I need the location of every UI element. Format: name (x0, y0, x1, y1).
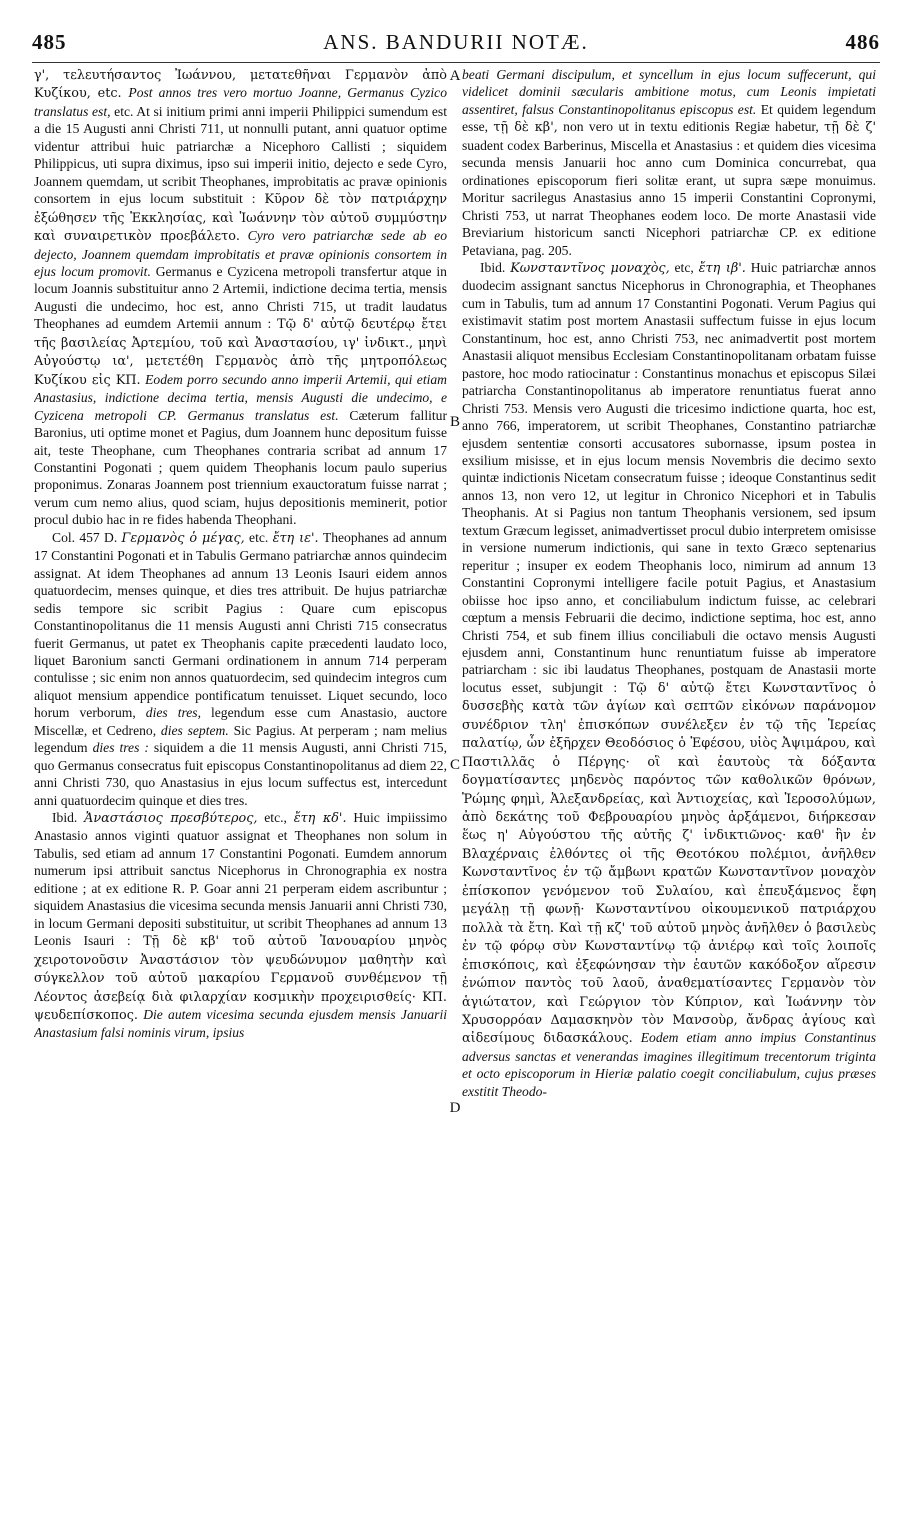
section-marker-c: C (449, 757, 460, 773)
text-run: Huic patriarchæ annos duodecim assignant sanctus Nicephorus in Chronographia, et Theophanes cum in Tabulis, tum ad annum 17 Constantini Pogonati. Verum Pagius qui existimavit statim post mortem Anastasii suffectum fuisse in ejus locum Constantinum, hoc est, anno Christi 753, nec animadvertit post mortem Anastasii aliquot mensibus Ecclesiam Constantinopolitanam orbatam fuisse pastore, hoc modo ratiocinatur : Constantinus monachus et episcopus Silæi patriarcha Constantinopolitanus ab imperatore renuntiatus fuerat anno Christi 753. Mensis vero Augusti die tricesimo indictione quarta, hoc est, anno 766, imperatorem, ut scribit Theophanes, Constantino patriarchæ ejusdem sententiæ consorti accusatores subornasse, ipsum postea in exsilium misisse, et in ejus locum mensis Novembris die decimo sexto quintæ indictionis Nicetam consecratum fuisse ; ideoque Constantinus sedit annos 13, non vero 12, ut legitur in Chronico Nicephori et in Tabulis Theophanis. At si Pagius non tantum Theophanis versionem, sed ipsum textum Græcum legisset, animadvertisset procul dubio interpretem omisisse in versione numerum indictionis, qui sane in texto Græco septenarius reperitur ; insuper ex eodem Theophanis loco, nimirum ad annum 13 Constantini Copronymi intelligere facile potuit Pagius, et Anastasium obiisse hoc ipso anno, et conciliabulum indictum fuisse, ac celebrari cœptum a mensis Februarii die decimo, indictione septima, hoc est, anno Christi 754, et sub finem illius conciliabuli die octavo mensis Augusti ejusdem anni, Constantinum hunc renuntiatum fuisse ab imperatore patriarcham : sic ibi laudatus Theophanes, postquam de Anastasii morte locutus esset, subjungit : (462, 259, 876, 695)
text-run: Γερμανὸς ὁ μέγας, (121, 530, 245, 546)
text-run: Eodem porro secundo anno imperii Artemii, qui etiam Anastasius, indictione decima tertia, mensis Augusti die undecimo, e Cyzicena metropoli CP. Germanus translatus est. (34, 371, 447, 423)
text-run: Κωνσταντῖνος μοναχὸς, (510, 260, 670, 276)
text-run: ἔτη ιβ'. (698, 260, 746, 276)
paragraph (34, 66, 447, 529)
header-rule (32, 62, 880, 63)
text-run: legendum esse cum Anastasio, auctore Miscellæ, et Cedreno, (34, 705, 447, 738)
text-run: etc, (669, 259, 699, 275)
text-run: Ibid. (52, 810, 85, 826)
page-number-left: 485 (32, 30, 67, 54)
text-run: τῇ δὲ ζ' (824, 120, 876, 136)
running-head (32, 30, 880, 58)
text-run: non vero ut in textu editionis Regiæ habetur, (557, 119, 825, 135)
text-run: ἔτη κδ'. (293, 811, 347, 827)
text-run: γ', τελευτήσαντος Ἰωάννου, μετατεθῆναι Γερμανὸν ἀπὸ Κυζίκου, etc. (34, 68, 447, 102)
text-run: etc., (257, 810, 294, 826)
text-run: dies tres : (92, 740, 149, 756)
text-run: etc. (244, 529, 273, 545)
paragraph (34, 809, 447, 1042)
text-run: Cyro vero patriarchæ sede ab eo dejecto, Joannem quemdam improbitatis et pravæ opinionis consortem in ejus locum promovit. (34, 228, 447, 279)
section-marker-a: A (449, 68, 461, 84)
text-run: Col. 457 D. (52, 529, 122, 545)
left-column (34, 66, 447, 1521)
text-run: Sic Pagius. At perperam ; nam melius legendum (34, 722, 447, 756)
text-run: ἔτη ιε'. (272, 530, 319, 546)
text-run: suadent codex Barberinus, Miscella et Anastasius : et quidem dies vicesima secunda mensis Januarii hoc anno cum Dominica concurrebat, qua ordinationes episcoporum fieri solitæ erant, ut supra sæpe monuimus. Moritur sacrilegus Anastasius anno 15 imperii Constantini Copronymi, Christi 753, ut narrat Theophanes eodem loco. De morte Anastasii vide Breviarium historicum sancti Nicephori patriarchæ CP. ex editione Petaviana, pag. 205. (462, 137, 876, 258)
text-run: Germanus e Cyzicena metropoli transfertur atque in locum Joannis substituitur anno 2 Artemii, indictione decima tertia, mensis Augusti die undecimo, hoc est, anno Christi 715, ut tradit laudatus Theophanes ad eumdem Artemii annum : (34, 263, 447, 332)
text-run: Et quidem legendum esse, (462, 101, 876, 135)
text-run: τῇ δὲ κβ', (493, 120, 558, 136)
paragraph (34, 529, 447, 809)
text-run: etc. At si initium primi anni imperii Philippici sumendum est a die 15 Augusti anni Christi 711, ut nonnulli putant, anni quatuor optime videntur attribui huic patriarchæ a Nicephoro Callisti ; siquidem Philippicus, uti supra diximus, ipso sui imperii initio, dejecto e sede Cyro, Joannem quemdam, ut scribit Theophanes, improbitatis ac pravæ opinionis consortem in ejus locum substituit : (34, 103, 447, 207)
text-run: Huic impiissimo Anastasio annos viginti quatuor assignat et Theophanes non solum in Tabulis, sed etiam ad annum 17 Constantini Pogonati. Eumdem annorum numerum ipsi attribuit sanctus Nicephorus in Chronographia ex nostra editione ; at ex editione R. P. Goar anni 21 perperam eidem ascribuntur ; siquidem Anastasius die vicesima secunda mensis Januarii anni Christi 730, in locum Germani depositi substituitur, ut scribit Theophanes ad annum 13 Leonis Isauri : (34, 810, 447, 949)
right-column (462, 66, 876, 1521)
text-run: Κῦρον δὲ τὸν πατριάρχην ἐξώθησεν τῆς Ἐκκλησίας, καὶ Ἰωάννην τὸν αὐτοῦ συμμύστην καὶ συναιρετικὸν προεβάλετο. (34, 192, 447, 245)
text-run: Ibid. (480, 259, 511, 275)
section-marker-d: D (449, 1100, 461, 1116)
text-run: Τῷ δ' αὐτῷ ἔτει Κωνσταντῖνος ὁ δυσσεβὴς κατὰ τῶν ἁγίων καὶ σεπτῶν εἰκόνων παράνομον συνέδριον τλη' ἐπισκόπων συνέλεξεν ἐν τῷ τῆς Ἱερείας παλατίῳ, ὧν ἐξῆρχεν Θεοδόσιος ὁ Ἐφέσου, υἱὸς Ἀψιμάρου, καὶ Παστιλλᾶς ὁ Πέργης· οἳ καὶ ἑαυτοὺς τὰ δόξαντα δογματίσαντες μηδενὸς παρόντος τῶν καθολικῶν θρόνων, Ῥώμης φημὶ, Ἀλεξανδρείας, καὶ Ἀντιοχείας, καὶ Ἱεροσολύμων, ἀπὸ δεκάτης τοῦ Φεβρουαρίου μηνὸς ἀρξάμενοι, διήρκεσαν ἕως η' Αὐγούστου τῆς αὐτῆς ζ' ἰνδικτιῶνος· καθ' ἣν ἐν Βλαχέρναις ἐλθόντες οἱ τῆς Θεοτόκου πολέμιοι, ἀνῆλθεν Κωνσταντῖνος ἐν τῷ ἄμβωνι κρατῶν Κωνσταντῖνον μοναχὸν ἐπίσκοπον γενόμενον τοῦ Συλαίου, καὶ ἐπευξάμενος ἔφη μεγάλῃ τῇ φωνῇ· Κωνσταντίνου οἰκουμενικοῦ πατριάρχου πολλὰ τὰ ἔτη. Καὶ τῇ κζ' τοῦ αὐτοῦ μηνὸς ἀνῆλθεν ὁ βασιλεὺς ἐν τῷ φόρῳ σὺν Κωνσταντίνῳ τῷ ἀνιέρῳ καὶ τοῖς λοιποῖς ἐπισκόποις, καὶ ἐξεφώνησαν τὴν ἑαυτῶν κακόδοξον αἵρεσιν ἐνώπιον παντὸς τοῦ λαοῦ, ἀναθεματίσαντες Γερμανὸν τὸν ἁγιώτατον, καὶ Γεώργιον τὸν Κύπριον, καὶ Ἰωάννην τὸν Χρυσορρόαν Δαμασκηνὸν τὸν Μανσοὺρ, ἄνδρας ἁγίους καὶ αἰδεσίμους διδασκάλους. (462, 680, 876, 1047)
text-run: Theophanes ad annum 17 Constantini Pogonati et in Tabulis Germano patriarchæ annos quindecim assignat. At idem Theophanes ad annum 13 Leonis Isauri eidem annos quatuordecim, menses quinque, et dies tres attribuit. De hujus patriarchæ sedis tempore sic scribit Pagius : Quare cum episcopus Constantinopolitanus die 11 mensis Augusti anni Christi 715 consecratus fuerit Germanus, ut patet ex Theophanis capite præcedenti laudato loco, liquet Baronium sancti Germani ordinationem in annum 714 perperam contulisse ; sic enim non annos quatuordecim, sed quindecim integros cum aliquot mensium appendice pontificatum tenuisset. Liquet secundo, loco horum verborum, (34, 529, 447, 721)
text-run: Τῷ δ' αὐτῷ δευτέρῳ ἔτει τῆς βασιλείας Ἀρτεμίου, τοῦ καὶ Ἀναστασίου, ιγ' ἰνδικτ., μηνὶ Αὐγούστῳ ια', μετετέθη Γερμανὸς ἀπὸ τῆς μητροπόλεως Κυζίκου εἰς ΚΠ. (34, 317, 447, 388)
text-run: Die autem vicesima secunda ejusdem mensis Januarii Anastasium falsi nominis virum, ipsius (34, 1007, 447, 1041)
text-run: siquidem a die 11 mensis Augusti, anni Christi 715, quo Germanus consecratus fuit episcopus Constantinopolitanus ad diem 22, anni Christi 730, quo Anastasius in ejus locum suffectus est, intercedunt anni quatuordecim quinque et dies tres. (34, 740, 447, 808)
text-run: Cæterum fallitur Baronius, uti optime monet et Pagius, dum Joannem hunc depositum fuisse ait, teste Theophane, cum Theophanes contraria scribat ad annum 17 Constantini Pogonati ; quem quidem Theophanis locum paulo superius proponimus. Zonaras Joannem post triennium exauctoratum fuisse narrat ; verum cum nemo alius, quod sciam, hujus depositionis meminerit, potior procul dubio hac in re fides habenda Theophani. (34, 407, 447, 528)
text-run: beati Germani discipulum, et syncellum in ejus locum suffecerunt, qui videlicet dominii sæcularis ambitione motus, cum Leonis impietati assentiret, falsus Constantinopolitanus episcopus est. (462, 67, 876, 117)
text-run: dies septem. (160, 722, 229, 738)
paragraph (462, 259, 876, 1100)
running-title: ANS. BANDURII NOTÆ. (323, 30, 589, 54)
page-number-right: 486 (845, 30, 880, 54)
text-run: Eodem etiam anno impius Constantinus adversus sanctas et venerandas imagines illegitimum trecentorum triginta et octo episcoporum in Hieriæ palatio coegit conciliabulum, cujus præses exstitit Theodo- (462, 1030, 876, 1099)
paragraph (462, 66, 876, 259)
text-run: dies tres, (145, 705, 201, 721)
text-run: Ἀναστάσιος πρεσβύτερος, (84, 811, 258, 827)
section-marker-b: B (449, 414, 460, 430)
text-run: Post annos tres vero mortuo Joanne, Germanus Cyzico translatus est, (34, 85, 447, 119)
text-run: Τῇ δὲ κβ' τοῦ αὐτοῦ Ἰανουαρίου μηνὸς χειροτονοῦσιν Ἀναστάσιον τὸν ψευδώνυμον μαθητὴν καὶ σύγκελλον τοῦ αὐτοῦ μακαρίου Γερμανοῦ συνθέμενον τῇ Λέοντος ἀσεβείᾳ διὰ φιλαρχίαν κοσμικὴν προχειρισθείς· ΚΠ. ψευδεπίσκοπος. (34, 934, 447, 1024)
